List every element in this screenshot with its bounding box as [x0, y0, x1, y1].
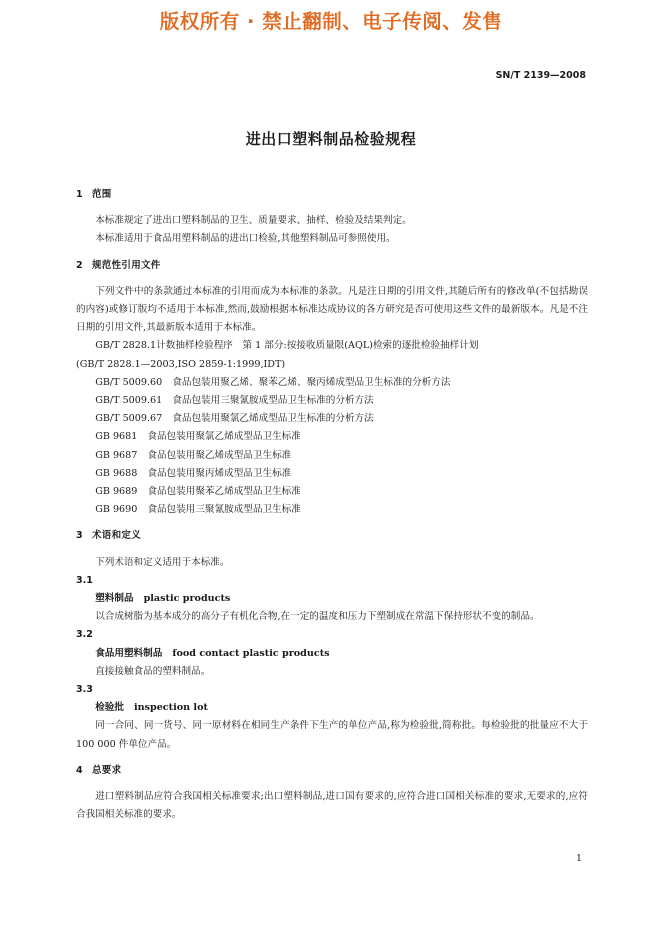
reference-continuation: (GB/T 2828.1—2003,ISO 2859-1:1999,IDT): [76, 358, 286, 370]
term-heading: 检验批 inspection lot: [95, 702, 208, 714]
paragraph: 下列术语和定义适用于本标准。: [95, 556, 230, 568]
document-title: 进出口塑料制品检验规程: [245, 130, 417, 148]
term-definition: 直接接触食品的塑料制品。: [95, 665, 211, 677]
section-heading: 4 总要求: [76, 764, 122, 776]
term-heading: 食品用塑料制品 food contact plastic products: [95, 647, 330, 659]
paragraph: 本标准适用于食品用塑料制品的进出口检验,其他塑料制品可参照使用。: [95, 233, 396, 245]
reference-item: GB 9681 食品包装用聚氯乙烯成型品卫生标准: [95, 431, 301, 443]
page-number: 1: [575, 853, 582, 864]
paragraph: 本标准规定了进出口塑料制品的卫生、质量要求、抽样、检验及结果判定。: [95, 215, 412, 227]
section-heading: 2 规范性引用文件: [76, 259, 161, 271]
paragraph: 进口塑料制品应符合我国相关标准要求;出口塑料制品,进口国有要求的,应符合进口国相关标准的要求,无要求的,应符合我国相关标准的要求。: [76, 791, 588, 821]
reference-item: GB 9687 食品包装用聚乙烯成型品卫生标准: [95, 449, 292, 461]
reference-item: GB/T 2828.1计数抽样检验程序 第 1 部分:按接收质量限(AQL)检索的逐批检验抽样计划: [95, 340, 479, 352]
reference-item: GB 9688 食品包装用聚丙烯成型品卫生标准: [95, 467, 292, 479]
paragraph: 下列文件中的条款通过本标准的引用而成为本标准的条款。凡是注日期的引用文件,其随后所有的修改单(不包括勘误的内容)或修订版均不适用于本标准,然而,鼓励根据本标准达成协议的各方研究是否可使用这些文件的最新版本。凡是不注日期的引用文件,其最新版本适用于本标准。: [76, 285, 588, 334]
standard-code: SN/T 2139—2008: [495, 70, 586, 81]
term-number: 3.3: [76, 684, 93, 696]
term-definition: 同一合同、同一货号、同一原材料在相同生产条件下生产的单位产品,称为检验批,简称批。每检验批的批量应不大于 100 000 件单位产品。: [76, 720, 588, 750]
watermark-banner: 版权所有 · 禁止翻制、电子传阅、发售: [159, 10, 503, 33]
term-number: 3.2: [76, 629, 93, 641]
section-heading: 1 范围: [76, 189, 112, 200]
reference-item: GB 9689 食品包装用聚苯乙烯成型品卫生标准: [95, 486, 301, 498]
reference-item: GB/T 5009.60 食品包装用聚乙烯、聚苯乙烯、聚丙烯成型品卫生标准的分析方法: [95, 376, 451, 388]
reference-item: GB/T 5009.67 食品包装用聚氯乙烯成型品卫生标准的分析方法: [95, 413, 374, 425]
term-definition: 以合成树脂为基本成分的高分子有机化合物,在一定的温度和压力下塑制成在常温下保持形状不变的制品。: [95, 611, 540, 623]
section-heading: 3 术语和定义: [76, 530, 142, 542]
term-heading: 塑料制品 plastic products: [95, 593, 231, 605]
reference-item: GB 9690 食品包装用三聚氰胺成型品卫生标准: [95, 504, 301, 516]
document-body: [76, 186, 588, 825]
reference-item: GB/T 5009.61 食品包装用三聚氰胺成型品卫生标准的分析方法: [95, 395, 374, 407]
term-number: 3.1: [76, 574, 93, 586]
